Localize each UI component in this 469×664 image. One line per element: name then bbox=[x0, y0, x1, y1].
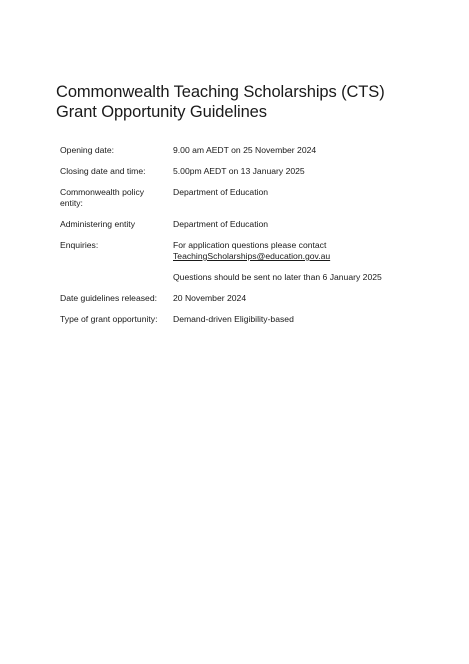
enquiries-label: Enquiries: bbox=[60, 240, 99, 250]
closing-date-value: 5.00pm AEDT on 13 January 2025 bbox=[173, 166, 305, 176]
title-line-1: Commonwealth Teaching Scholarships (CTS) bbox=[56, 83, 385, 101]
row-date-released bbox=[60, 293, 420, 304]
row-administering-entity bbox=[60, 219, 420, 230]
policy-entity-label bbox=[60, 187, 173, 209]
opening-date-label: Opening date: bbox=[60, 145, 114, 155]
enquiries-deadline-text: Questions should be sent no later than 6 January 2025 bbox=[173, 272, 382, 282]
row-grant-type bbox=[60, 314, 420, 325]
grant-type-value: Demand-driven Eligibility-based bbox=[173, 314, 294, 324]
opening-date-value: 9.00 am AEDT on 25 November 2024 bbox=[173, 145, 317, 155]
enquiries-email-link[interactable]: TeachingScholarships@education.gov.au bbox=[173, 251, 331, 261]
closing-date-label: Closing date and time: bbox=[60, 166, 146, 176]
title-line-2: Grant Opportunity Guidelines bbox=[56, 103, 267, 121]
grant-type-label: Type of grant opportunity: bbox=[60, 314, 158, 324]
date-released-value: 20 November 2024 bbox=[173, 293, 247, 303]
administering-entity-value: Department of Education bbox=[173, 219, 269, 229]
document-title bbox=[56, 82, 436, 122]
enquiries-value bbox=[173, 240, 420, 283]
row-policy-entity bbox=[60, 187, 420, 209]
date-released-label: Date guidelines released: bbox=[60, 293, 157, 303]
policy-entity-value: Department of Education bbox=[173, 187, 269, 197]
row-closing-date bbox=[60, 166, 420, 177]
enquiries-contact-para bbox=[173, 240, 420, 262]
enquiries-contact-text: For application questions please contact bbox=[173, 240, 327, 250]
policy-entity-label-line-2: entity: bbox=[60, 198, 83, 208]
policy-entity-label-line-1: Commonwealth policy bbox=[60, 187, 145, 197]
administering-entity-label: Administering entity bbox=[60, 219, 135, 229]
row-opening-date bbox=[60, 145, 420, 156]
details-table bbox=[60, 145, 420, 335]
row-enquiries bbox=[60, 240, 420, 283]
